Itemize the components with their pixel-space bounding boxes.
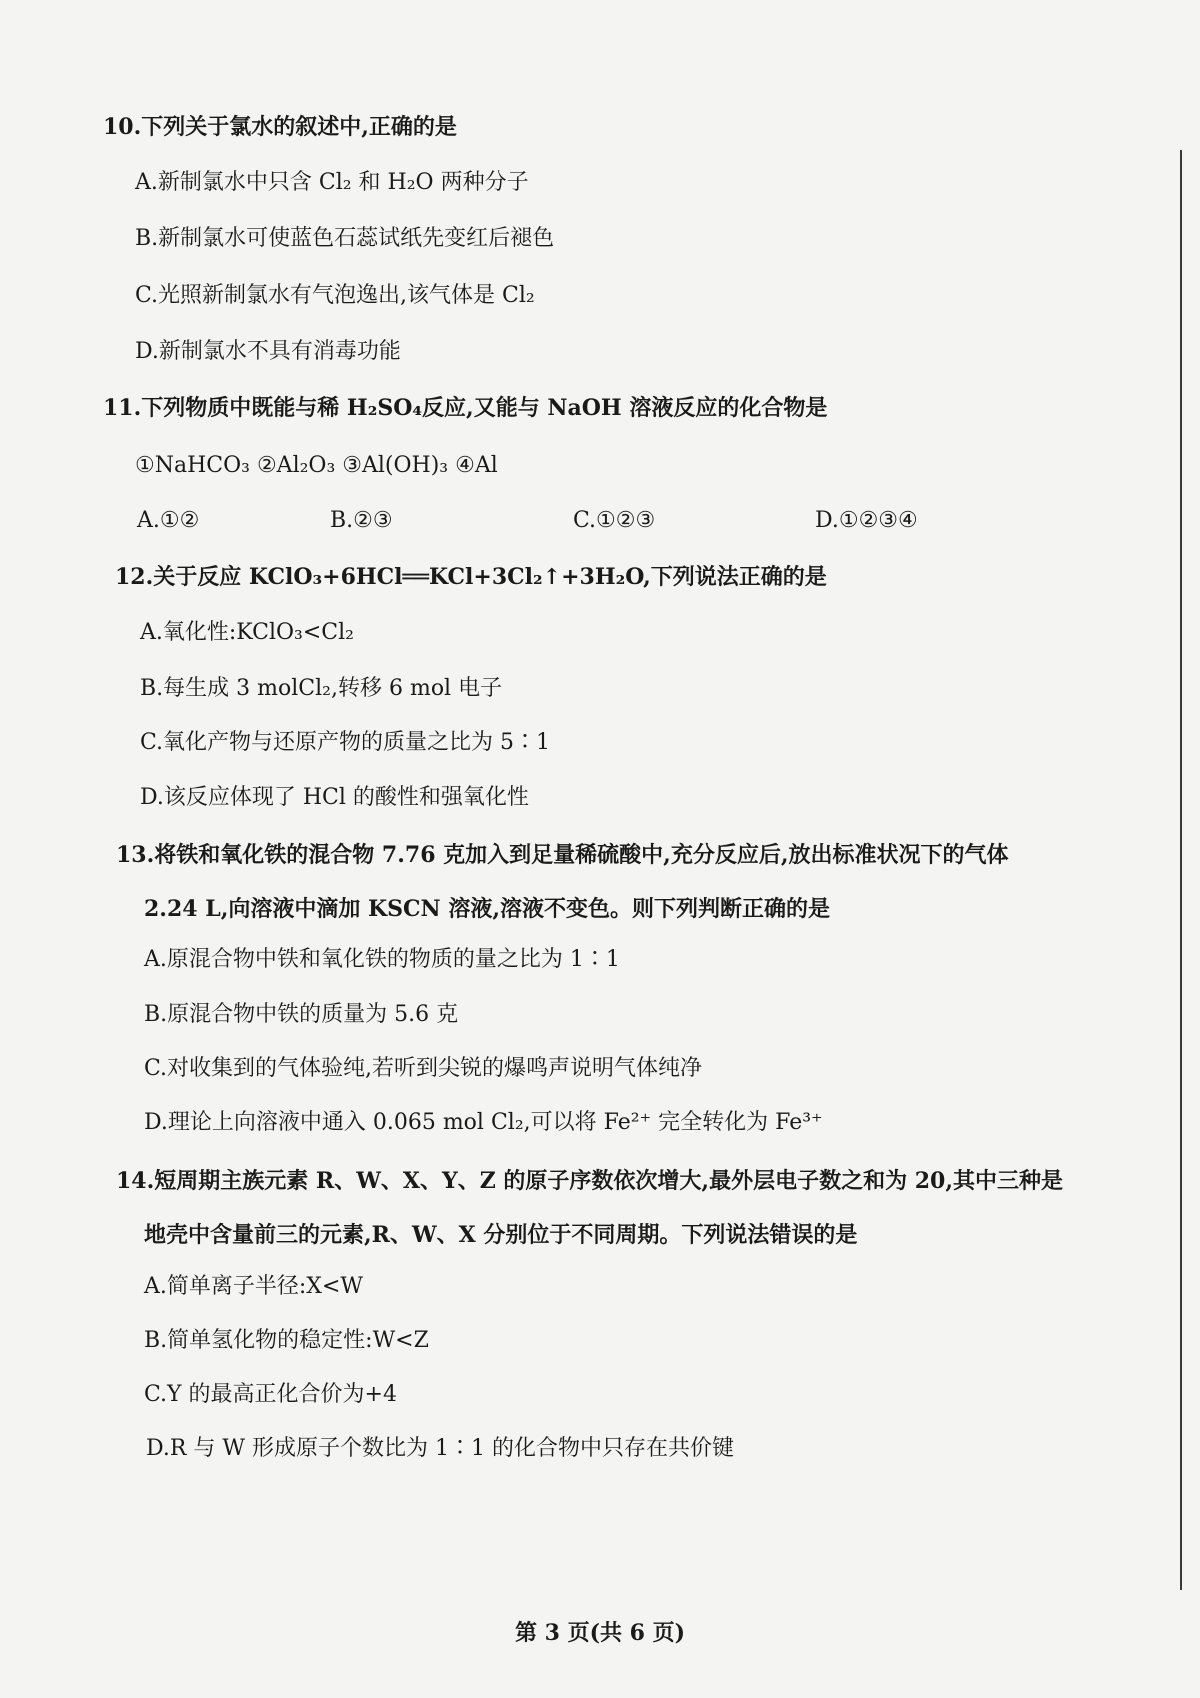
- q14-option-d: D.R 与 W 形成原子个数比为 1∶1 的化合物中只存在共价键: [146, 1436, 734, 1461]
- q10-option-b: B.新制氯水可使蓝色石蕊试纸先变红后褪色: [135, 226, 555, 251]
- q11-option-a: A.①②: [137, 508, 200, 533]
- q11-option-b: B.②③: [330, 508, 393, 533]
- q14-option-c: C.Y 的最高正化合价为+4: [144, 1382, 397, 1407]
- q11-option-d: D.①②③④: [815, 508, 918, 533]
- page-number: 第 3 页(共 6 页): [514, 1620, 686, 1646]
- q13-option-c: C.对收集到的气体验纯,若听到尖锐的爆鸣声说明气体纯净: [144, 1056, 703, 1081]
- q10-option-d: D.新制氯水不具有消毒功能: [135, 339, 401, 364]
- q13-option-d: D.理论上向溶液中通入 0.065 mol Cl₂,可以将 Fe²⁺ 完全转化为 Fe³⁺: [144, 1110, 823, 1135]
- q13-stem-line1: 13.将铁和氧化铁的混合物 7.76 克加入到足量稀硫酸中,充分反应后,放出标准状况下的气体: [116, 842, 1009, 868]
- q14-stem-line1: 14.短周期主族元素 R、W、X、Y、Z 的原子序数依次增大,最外层电子数之和为 20,其中三种是: [116, 1168, 1064, 1194]
- q13-option-a: A.原混合物中铁和氧化铁的物质的量之比为 1∶1: [144, 947, 620, 972]
- q13-option-b: B.原混合物中铁的质量为 5.6 克: [144, 1002, 459, 1027]
- q13-stem-line2: 2.24 L,向溶液中滴加 KSCN 溶液,溶液不变色。则下列判断正确的是: [144, 896, 830, 922]
- q12-option-a: A.氧化性:KClO₃<Cl₂: [140, 620, 354, 645]
- q14-option-b: B.简单氢化物的稳定性:W<Z: [144, 1328, 429, 1353]
- margin-rule: [1180, 150, 1182, 1590]
- q11-items: ①NaHCO₃ ②Al₂O₃ ③Al(OH)₃ ④Al: [135, 453, 498, 478]
- q12-option-b: B.每生成 3 molCl₂,转移 6 mol 电子: [140, 676, 503, 701]
- q10-stem: 10.下列关于氯水的叙述中,正确的是: [103, 114, 457, 140]
- q12-option-c: C.氧化产物与还原产物的质量之比为 5∶1: [140, 730, 551, 755]
- q14-option-a: A.简单离子半径:X<W: [144, 1274, 364, 1299]
- q11-option-c: C.①②③: [573, 508, 656, 533]
- q12-option-d: D.该反应体现了 HCl 的酸性和强氧化性: [140, 785, 529, 810]
- q10-option-a: A.新制氯水中只含 Cl₂ 和 H₂O 两种分子: [135, 170, 529, 195]
- q14-stem-line2: 地壳中含量前三的元素,R、W、X 分别位于不同周期。下列说法错误的是: [144, 1222, 858, 1248]
- q12-stem: 12.关于反应 KClO₃+6HCl══KCl+3Cl₂↑+3H₂O,下列说法正确的是: [115, 564, 827, 590]
- q11-stem: 11.下列物质中既能与稀 H₂SO₄反应,又能与 NaOH 溶液反应的化合物是: [103, 395, 828, 421]
- q10-option-c: C.光照新制氯水有气泡逸出,该气体是 Cl₂: [135, 283, 535, 308]
